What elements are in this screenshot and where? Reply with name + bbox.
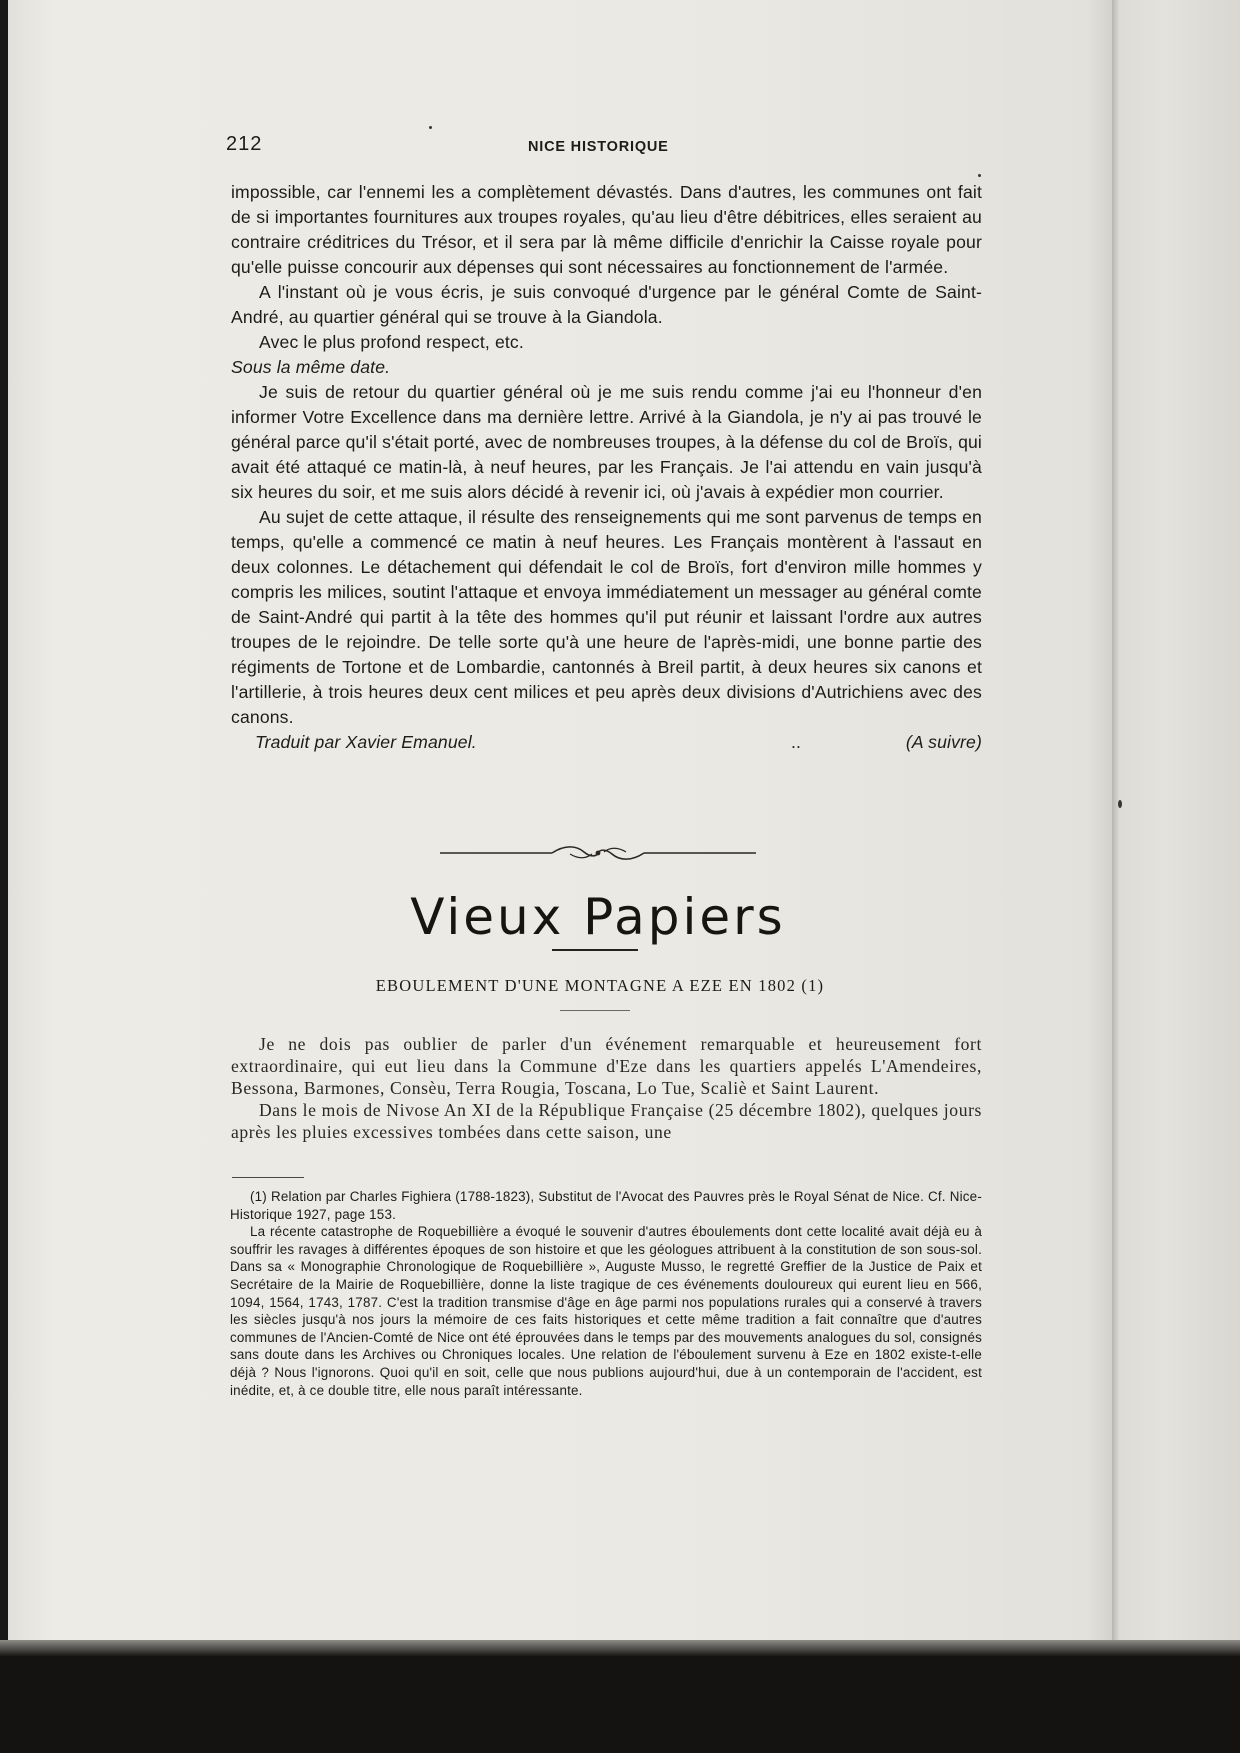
page-number: 212	[226, 133, 263, 155]
date-line: Sous la même date.	[231, 357, 391, 377]
footnote: La récente catastrophe de Roquebillière a évoqué le souvenir d'autres éboulements dont cette localité avait déjà eu à souffrir les ravages à différentes époques de son histoire et que les géologues attribuent à la constitution de son sous-sol. Dans sa « Monographie Chronologique de Roquebillière », Auguste Musso, le regretté Greffier de la Justice de Paix et Secrétaire de la Mairie de Roquebillière, donne la liste tragique de ces événements douloureux qui eurent lieu en 566, 1094, 1564, 1743, 1787. C'est la tradition transmise d'âge en âge parmi nos populations rurales qui a conservé à travers les siècles jusqu'à nos jours la mémoire de ces faits historiques et cette même tradition a fait connaître que d'autres communes de l'Ancien-Comté de Nice ont été éprouvées dans le temps par des mouvements analogues du sol, consignés sans doute dans les Archives ou Chroniques locales. Une relation de l'éboulement survenu à Eze en 1802 existe-t-elle déjà ? Nous l'ignorons. Quoi qu'il en soit, celle que nous publions aujourd'hui, due à un contemporain de l'accident, est inédite, et, à ce double titre, elle nous paraît intéressante.	[230, 1224, 982, 1398]
paragraph: Je ne dois pas oublier de parler d'un événement remarquable et heureusement fort extraordinaire, qui eut lieu dans la Commune d'Eze dans les quartiers appelés L'Amendeires, Bessona, Barmones, Consèu, Terra Rougia, Toscana, Lo Tue, Scaliè et Saint Laurent.	[231, 1034, 982, 1098]
paragraph: Avec le plus profond respect, etc.	[259, 332, 524, 352]
paragraph: A l'instant où je vous écris, je suis convoqué d'urgence par le général Comte de Saint-André, au quartier général qui se trouve à la Giandola.	[231, 282, 982, 327]
facing-page-edge	[1112, 0, 1240, 1650]
paragraph: Je suis de retour du quartier général où je me suis rendu comme j'ai eu l'honneur d'en informer Votre Excellence dans ma dernière lettre. Arrivé à la Giandola, je n'y ai pas trouvé le général parce qu'il s'était porté, avec de nombreuses troupes, à la défense du col de Broïs, qui avait été attaqué ce matin-là, à neuf heures, par les Français. Je l'ai attendu en vain jusqu'à six heures du soir, et me suis alors décidé à revenir ici, où j'avais à expédier mon courrier.	[231, 382, 982, 502]
paragraph: Au sujet de cette attaque, il résulte des renseignements qui me sont parvenus de temps en temps, qu'elle a commencé ce matin à neuf heures. Les Français montèrent à l'assaut en deux colonnes. Le détachement qui défendait le col de Broïs, fort d'environ mille hommes y compris les milices, soutint l'attaque et envoya immédiatement un messager au général comte de Saint-André qui partit à la tête des hommes qu'il put réunir et laissant l'ordre aux autres troupes de le rejoindre. De telle sorte qu'à une heure de l'après-midi, une bonne partie des régiments de Tortone et de Lombardie, cantonnés à Breil partit, à deux heures six canons et l'artillerie, à trois heures deux cent milices et peu après deux divisions d'Autrichiens avec des canons.	[231, 507, 982, 727]
speck	[429, 126, 432, 129]
speck	[1118, 800, 1122, 808]
article-text	[231, 1033, 982, 1143]
footnote: (1) Relation par Charles Fighiera (1788-1823), Substitut de l'Avocat des Pauvres près le Royal Sénat de Nice. Cf. Nice-Historique 1927, page 153.	[230, 1189, 982, 1222]
running-title: NICE HISTORIQUE	[528, 139, 669, 155]
signoff	[231, 730, 982, 755]
letter-text	[231, 180, 982, 755]
translator-credit: Traduit par Xavier Emanuel.	[255, 732, 477, 752]
subtitle-rule	[560, 1010, 630, 1011]
paragraph: Dans le mois de Nivose An XI de la République Française (25 décembre 1802), quelques jours après les pluies excessives tombées dans cette saison, une	[231, 1100, 982, 1142]
title-rule	[552, 949, 638, 951]
ornament-divider	[440, 843, 756, 863]
running-header	[226, 133, 982, 157]
scanner-background	[0, 1656, 1240, 1753]
article-title: EBOULEMENT D'UNE MONTAGNE A EZE EN 1802 (1)	[375, 976, 825, 995]
section-title: Vieux Papiers	[410, 888, 786, 946]
signoff-dots: ..	[791, 732, 802, 752]
page-bottom-shadow	[0, 1640, 1240, 1656]
speck	[978, 174, 981, 177]
footnotes	[230, 1188, 982, 1399]
paragraph: impossible, car l'ennemi les a complètement dévastés. Dans d'autres, les communes ont fait de si importantes fournitures aux troupes royales, qu'au lieu d'être débitrices, elles seraient au contraire créditrices du Trésor, et il sera par là même difficile d'enrichir la Caisse royale pour qu'elle puisse concourir aux dépenses qui sont nécessaires au fonctionnement de l'armée.	[231, 182, 982, 277]
continued-note: (A suivre)	[905, 732, 982, 752]
footnote-rule	[232, 1177, 304, 1178]
